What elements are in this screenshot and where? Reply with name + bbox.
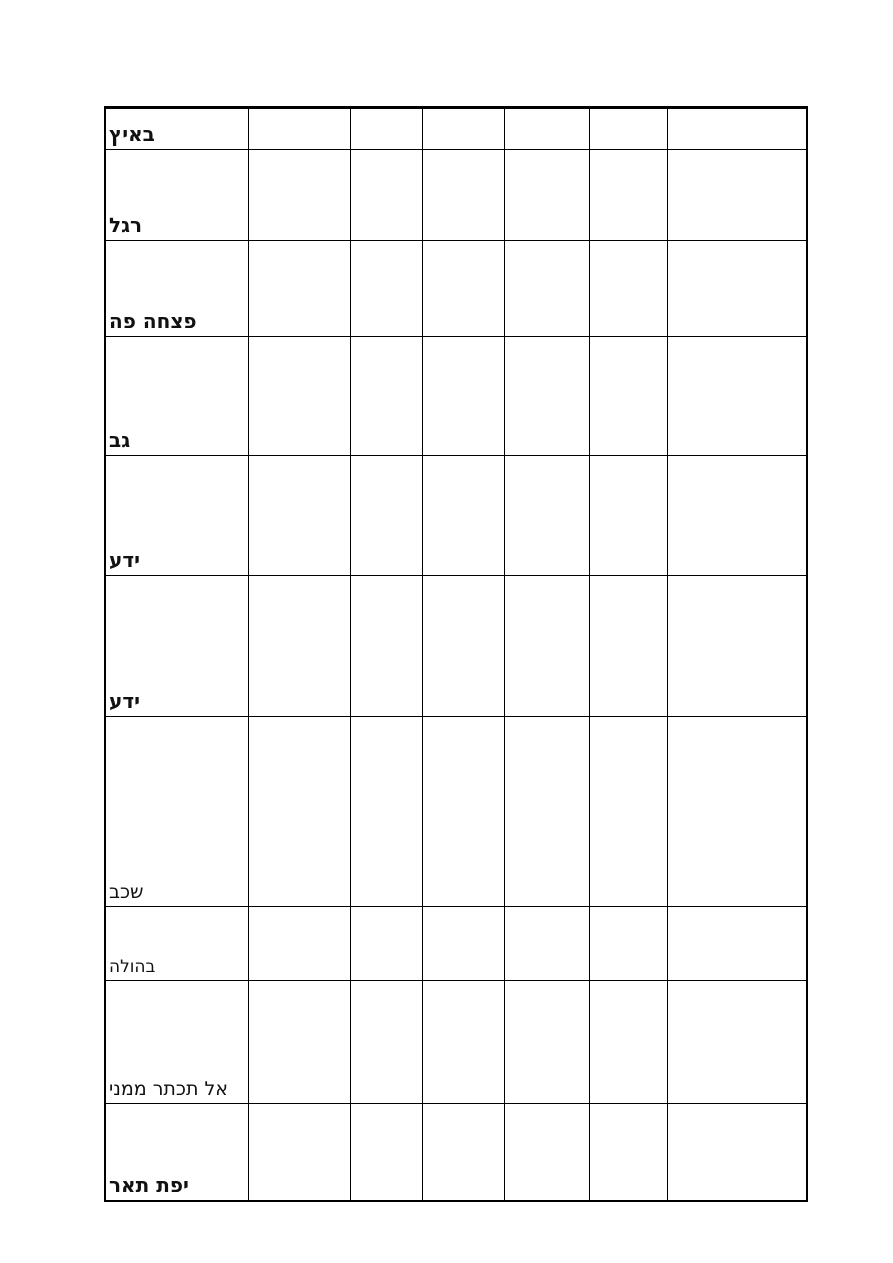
empty-cell[interactable]: [350, 907, 422, 981]
empty-cell[interactable]: [589, 576, 667, 717]
word-cell: [105, 907, 248, 981]
word-cell: [105, 717, 248, 907]
empty-cell[interactable]: [350, 150, 422, 241]
empty-cell[interactable]: [589, 456, 667, 576]
word-cell: [105, 456, 248, 576]
empty-cell[interactable]: [422, 907, 504, 981]
empty-cell[interactable]: [422, 150, 504, 241]
empty-cell[interactable]: [589, 241, 667, 337]
table-row: [105, 576, 807, 717]
hebrew-word: בהולה: [109, 957, 156, 977]
empty-cell[interactable]: [589, 337, 667, 456]
empty-cell[interactable]: [248, 108, 350, 150]
table-row: [105, 241, 807, 337]
empty-cell[interactable]: [504, 337, 589, 456]
empty-cell[interactable]: [667, 981, 807, 1104]
empty-cell[interactable]: [248, 150, 350, 241]
empty-cell[interactable]: [504, 981, 589, 1104]
empty-cell[interactable]: [248, 241, 350, 337]
hebrew-word: רגל: [109, 213, 143, 237]
empty-cell[interactable]: [667, 456, 807, 576]
empty-cell[interactable]: [350, 456, 422, 576]
empty-cell[interactable]: [422, 981, 504, 1104]
word-cell: [105, 981, 248, 1104]
empty-cell[interactable]: [422, 337, 504, 456]
empty-cell[interactable]: [504, 108, 589, 150]
empty-cell[interactable]: [248, 456, 350, 576]
hebrew-word: גב: [109, 428, 131, 452]
empty-cell[interactable]: [350, 576, 422, 717]
empty-cell[interactable]: [667, 576, 807, 717]
empty-cell[interactable]: [667, 337, 807, 456]
hebrew-word: יפת תאר: [109, 1173, 189, 1197]
empty-cell[interactable]: [248, 576, 350, 717]
empty-cell[interactable]: [589, 717, 667, 907]
empty-cell[interactable]: [350, 1104, 422, 1202]
table-row: [105, 1104, 807, 1202]
word-cell: [105, 241, 248, 337]
empty-cell[interactable]: [504, 1104, 589, 1202]
empty-cell[interactable]: [667, 1104, 807, 1202]
empty-cell[interactable]: [350, 337, 422, 456]
table-row: [105, 907, 807, 981]
empty-cell[interactable]: [504, 717, 589, 907]
table-row: [105, 150, 807, 241]
empty-cell[interactable]: [667, 907, 807, 981]
empty-cell[interactable]: [589, 1104, 667, 1202]
empty-cell[interactable]: [350, 981, 422, 1104]
empty-cell[interactable]: [350, 108, 422, 150]
empty-cell[interactable]: [504, 241, 589, 337]
empty-cell[interactable]: [350, 241, 422, 337]
empty-cell[interactable]: [422, 456, 504, 576]
empty-cell[interactable]: [422, 1104, 504, 1202]
empty-cell[interactable]: [248, 981, 350, 1104]
word-cell: [105, 150, 248, 241]
word-cell: [105, 337, 248, 456]
hebrew-word-table: [104, 106, 808, 1202]
table-row: [105, 717, 807, 907]
table-body: [105, 108, 807, 1202]
hebrew-word: שכב: [109, 881, 144, 903]
empty-cell[interactable]: [504, 576, 589, 717]
hebrew-word: ידע: [109, 548, 140, 572]
empty-cell[interactable]: [504, 456, 589, 576]
word-cell: [105, 576, 248, 717]
empty-cell[interactable]: [589, 150, 667, 241]
empty-cell[interactable]: [589, 108, 667, 150]
empty-cell[interactable]: [667, 717, 807, 907]
empty-cell[interactable]: [589, 981, 667, 1104]
empty-cell[interactable]: [248, 1104, 350, 1202]
empty-cell[interactable]: [350, 717, 422, 907]
table-row: [105, 456, 807, 576]
hebrew-word: פצחה פה: [109, 309, 197, 333]
empty-cell[interactable]: [248, 717, 350, 907]
table-row: [105, 337, 807, 456]
word-cell: [105, 1104, 248, 1202]
empty-cell[interactable]: [667, 241, 807, 337]
empty-cell[interactable]: [248, 907, 350, 981]
empty-cell[interactable]: [422, 576, 504, 717]
empty-cell[interactable]: [248, 337, 350, 456]
empty-cell[interactable]: [422, 241, 504, 337]
empty-cell[interactable]: [667, 150, 807, 241]
empty-cell[interactable]: [589, 907, 667, 981]
empty-cell[interactable]: [422, 717, 504, 907]
word-cell: [105, 108, 248, 150]
empty-cell[interactable]: [504, 907, 589, 981]
hebrew-word: באיץ: [109, 122, 155, 146]
table-row: [105, 981, 807, 1104]
empty-cell[interactable]: [504, 150, 589, 241]
hebrew-word: ידע: [109, 689, 140, 713]
empty-cell[interactable]: [667, 108, 807, 150]
table-row: [105, 108, 807, 150]
empty-cell[interactable]: [422, 108, 504, 150]
hebrew-word: אל תכתר ממני: [109, 1078, 228, 1100]
